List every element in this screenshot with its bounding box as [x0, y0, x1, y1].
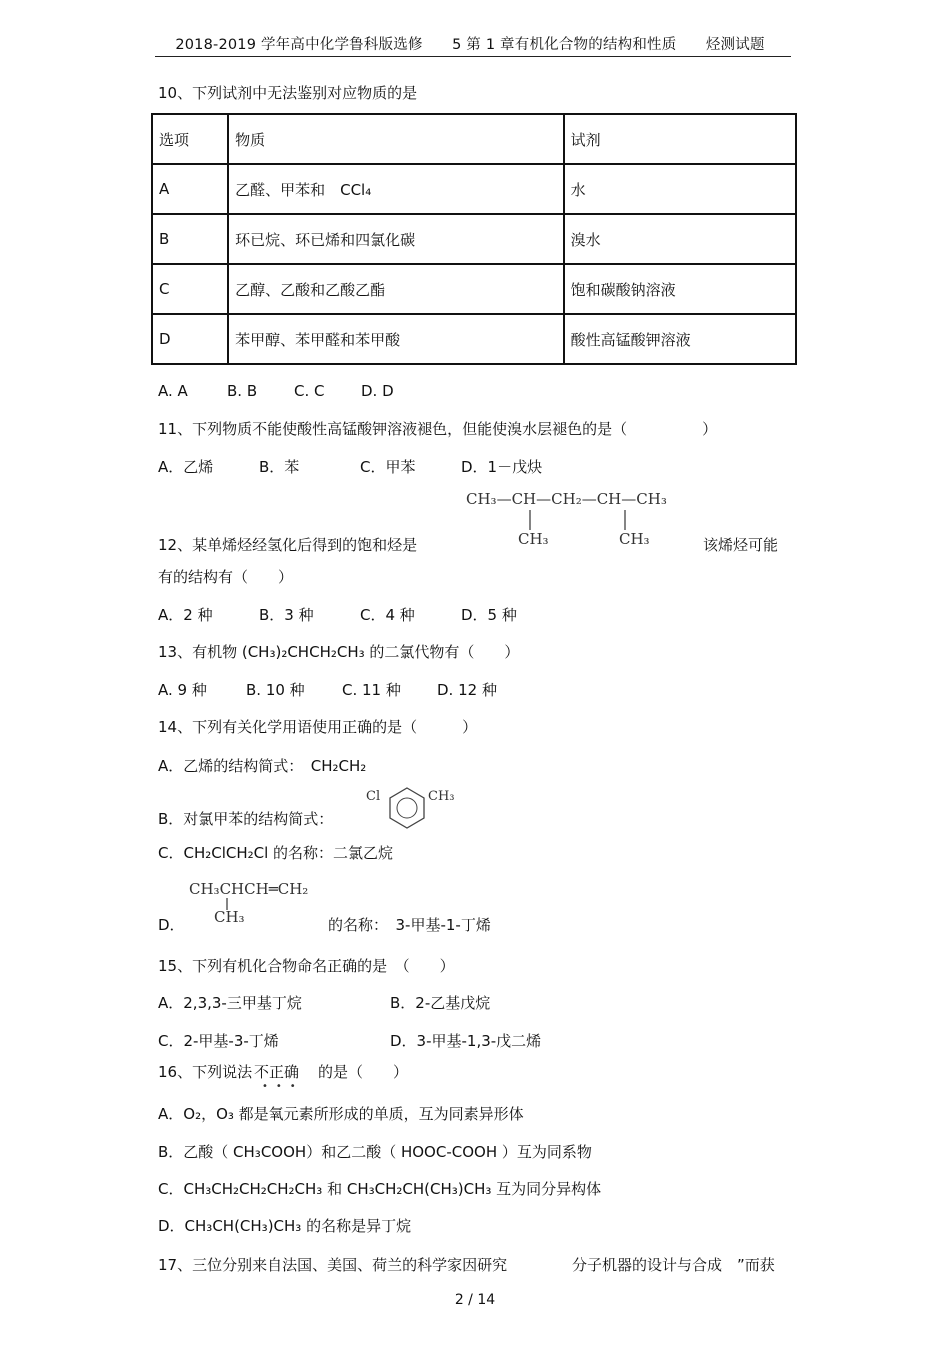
q12-structure-main: CH₃—CH—CH₂—CH—CH₃ [466, 490, 667, 508]
q14-d-structure-main: CH₃CHCH═CH₂ [189, 880, 309, 898]
q12-option-c: C．4 种 [360, 606, 415, 624]
table-row [152, 214, 796, 264]
q13-option-c: C. 11 种 [342, 681, 401, 699]
q17-stem-continued: 分子机器的设计与合成 ”而获 [572, 1256, 775, 1274]
table-cell: 溴水 [564, 214, 796, 264]
q10-option-c: C. C [294, 382, 325, 400]
q12-option-b: B．3 种 [259, 606, 314, 624]
header-divider [155, 56, 791, 57]
q12-structure-branch-1: CH₃ [518, 530, 549, 548]
q15-stem: 15、下列有机化合物命名正确的是 （ ） [158, 957, 455, 975]
structure-label-ch3: CH₃ [428, 789, 455, 804]
table-cell: D [152, 314, 228, 364]
q13-option-b: B. 10 种 [246, 681, 305, 699]
page-header: 2018-2019 学年高中化学鲁科版选修 5 第 1 章有机化合物的结构和性质 烃测试题 [175, 37, 765, 53]
table-row [152, 314, 796, 364]
table-header-row [152, 114, 796, 164]
table-cell: A [152, 164, 228, 214]
q12-option-d: D．5 种 [461, 606, 517, 624]
table-cell: 水 [564, 164, 796, 214]
page-number: 2 / 14 [454, 1292, 496, 1308]
q10-table [151, 113, 797, 365]
q11-option-d: D．1－戊炔 [461, 458, 543, 476]
table-cell: C [152, 264, 228, 314]
q11-option-b: B．苯 [259, 458, 300, 476]
q15-option-d: D．3-甲基-1,3-戊二烯 [390, 1032, 542, 1050]
q14-option-a: A．乙烯的结构简式： CH₂CH₂ [158, 757, 367, 775]
q14-option-c: C．CH₂ClCH₂Cl 的名称：二氯乙烷 [158, 844, 394, 862]
emphasis-dots: ••• [262, 1081, 304, 1092]
structure-label-cl: Cl [366, 789, 381, 804]
q12-option-a: A．2 种 [158, 606, 213, 624]
q17-stem: 17、三位分别来自法国、美国、荷兰的科学家因研究 [158, 1256, 508, 1274]
q15-option-c: C．2-甲基-3-丁烯 [158, 1032, 279, 1050]
q14-stem: 14、下列有关化学用语使用正确的是（ ） [158, 718, 478, 736]
q10-option-b: B. B [227, 382, 258, 400]
table-cell: 环已烷、环已烯和四氯化碳 [228, 214, 564, 264]
q16-stem: 16、下列说法 [158, 1063, 253, 1081]
q16-stem-emphasis: 不正确 [254, 1063, 300, 1081]
q13-option-d: D. 12 种 [437, 681, 497, 699]
table-cell: 乙醇、乙酸和乙酸乙酯 [228, 264, 564, 314]
q16-option-c: C．CH₃CH₂CH₂CH₂CH₃ 和 CH₃CH₂CH(CH₃)CH₃ 互为同分异构体 [158, 1180, 602, 1198]
q12-structure-bonds [520, 510, 640, 532]
q15-option-a: A．2,3,3-三甲基丁烷 [158, 994, 302, 1012]
table-cell: 酸性高锰酸钾溶液 [564, 314, 796, 364]
q12-structure-branch-2: CH₃ [619, 530, 650, 548]
q13-option-a: A. 9 种 [158, 681, 207, 699]
table-header-cell: 试剂 [564, 114, 796, 164]
q14-option-d: 的名称： 3-甲基-1-丁烯 [328, 916, 491, 934]
q13-stem: 13、有机物 (CH₃)₂CHCH₂CH₃ 的二氯代物有（ ） [158, 643, 520, 661]
table-row [152, 264, 796, 314]
p-chlorotoluene-structure [360, 784, 460, 830]
q10-option-d: D. D [361, 382, 394, 400]
q14-d-structure-branch: CH₃ [214, 908, 245, 926]
q10-stem: 10、下列试剂中无法鉴别对应物质的是 [158, 84, 418, 102]
q14-option-b: B．对氯甲苯的结构简式： [158, 810, 334, 828]
q11-option-c: C．甲苯 [360, 458, 416, 476]
table-cell: 饱和碳酸钠溶液 [564, 264, 796, 314]
q16-option-d: D．CH₃CH(CH₃)CH₃ 的名称是异丁烷 [158, 1217, 412, 1235]
q16-option-b: B．乙酸（ CH₃COOH）和乙二酸（ HOOC-COOH ）互为同系物 [158, 1143, 592, 1161]
q11-option-a: A．乙烯 [158, 458, 214, 476]
table-row [152, 164, 796, 214]
q11-stem: 11、下列物质不能使酸性高锰酸钾溶液褪色，但能使溴水层褪色的是（ ） [158, 420, 718, 438]
q15-option-b: B．2-乙基戊烷 [390, 994, 491, 1012]
table-cell: 苯甲醇、苯甲醛和苯甲酸 [228, 314, 564, 364]
q12-stem-continued: 该烯烃可能 [703, 536, 779, 554]
table-cell: B [152, 214, 228, 264]
q14-option-d-prefix: D． [158, 916, 185, 934]
q16-option-a: A．O₂，O₃ 都是氧元素所形成的单质，互为同素异形体 [158, 1105, 524, 1123]
table-header-cell: 物质 [228, 114, 564, 164]
q16-stem-end: 的是（ ） [318, 1063, 409, 1081]
table-cell: 乙醛、甲苯和 CCl₄ [228, 164, 564, 214]
table-header-cell: 选项 [152, 114, 228, 164]
q12-stem: 12、某单烯烃经氢化后得到的饱和烃是 [158, 536, 418, 554]
benzene-ring [382, 784, 432, 830]
q12-stem-line2: 有的结构有（ ） [158, 568, 294, 586]
q10-option-a: A. A [158, 382, 188, 400]
